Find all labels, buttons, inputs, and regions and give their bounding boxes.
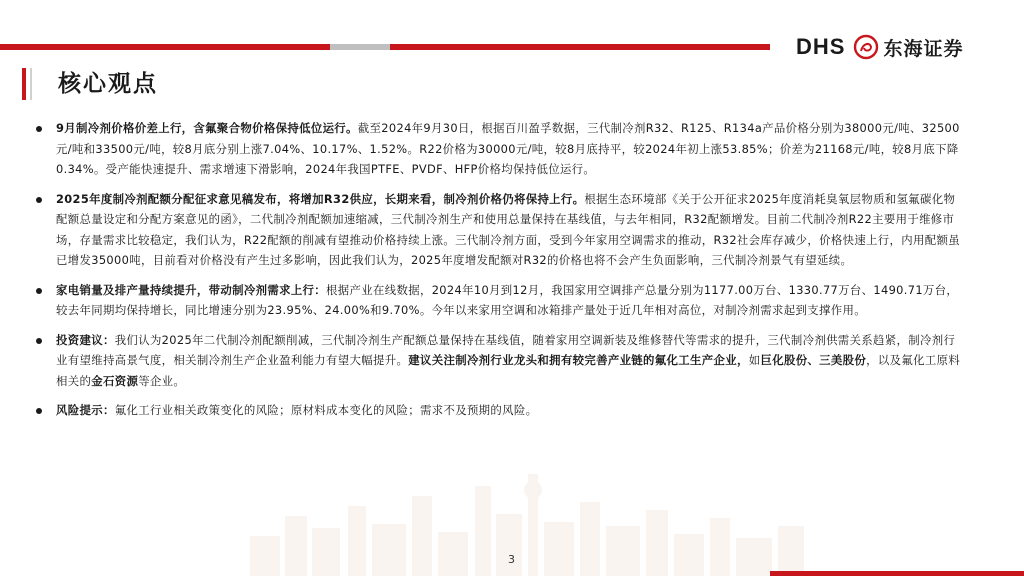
list-item [36,400,966,421]
bullet-icon [36,338,42,344]
footer-stripe [770,571,1024,576]
bullet-text: 根据生态环境部《关于公开征求2025年度消耗臭氧层物质和氢氟碳化物配额总量设定和分配方案意见的函》，二代制冷剂配额加速缩减，三代制冷剂生产和使用总量保持在基线值，与去年相同，R32配额增发。目前二代制冷剂R22主要用于维修市场，存量需求比较稳定，我们认为，R22配额的削减有望推动价格持续上涨。三代制冷剂方面，受到今年家用空调需求的推动，R32社会库存减少，价格快速上行，内用配额虽已增发35000吨，目前看对价格没有产生过多影响，因此我们认为，2025年度增发配额对R32的价格也将不会产生负面影响，三代制冷剂景气有望延续。 [56,191,960,267]
company-name: 金石资源 [91,373,139,388]
bullet-heading: 风险提示： [56,403,115,417]
bullet-heading: 2025年度制冷剂配额分配征求意见稿发布，将增加R32供应，长期来看，制冷剂价格仍将保持上行。 [56,191,585,206]
key-points-list [36,118,966,430]
list-item [36,280,966,321]
stripe-segment-red [0,44,330,50]
title-accent-bar [22,68,26,100]
bullet-heading: 投资建议： [56,332,115,347]
bullet-heading: 9月制冷剂价格价差上行，含氟聚合物价格保持低位运行。 [56,121,358,135]
bullet-icon [36,288,42,294]
bullet-text: 截至2024年9月30日，根据百川盈孚数据，三代制冷剂R32、R125、R134a产品价格分别为38000元/吨、32500元/吨和33500元/吨，较8月底分别上涨7.04%、10.17%、1.52%。R22价格为30000元/吨，较8月底持平，较2024年初上涨53.85%；价差为21168元/吨，较8月底下降0.34%。受产能快速提升、需求增速下滑影响，2024年我国PTFE、PVDF、HFP价格均保持低位运行。 [56,121,960,176]
dragon-emblem-icon [853,34,879,60]
bullet-heading: 家电销量及排产量持续提升，带动制冷剂需求上行： [56,282,327,297]
list-item [36,189,966,271]
page-number: 3 [508,553,515,566]
page-title: 核心观点 [58,71,158,97]
list-item [36,118,966,180]
bullet-text: 我们认为2025年二代制冷剂配额削减，三代制冷剂生产配额总量保持在基线值，随着家用空调新装及维修替代等需求的提升，三代制冷剂供需关系趋紧，制冷剂行业有望维持高景气度，相关制冷剂生产企业盈利能力有望大幅提升。 [56,332,956,367]
bullet-text: 如 [748,353,761,367]
header-stripe [0,44,770,50]
bullet-text: 等企业。 [138,373,186,388]
bullet-icon [36,197,42,203]
company-logo [796,32,963,62]
bullet-text: ，以及氟化工原料相关的 [56,353,961,388]
bullet-icon [36,126,42,132]
recommendation-text: 建议关注制冷剂行业龙头和拥有较完善产业链的氟化工生产企业， [408,353,749,367]
city-skyline-watermark [230,466,830,576]
stripe-segment-gray [330,44,390,50]
logo-latin-text: DHS [796,34,846,59]
title-accent-bar-secondary [30,68,32,100]
stripe-segment-red [390,44,770,50]
bullet-text: 氟化工行业相关政策变化的风险；原材料成本变化的风险；需求不及预期的风险。 [114,403,538,417]
list-item [36,330,966,392]
bullet-text: 根据产业在线数据，2024年10月到12月，我国家用空调排产总量分别为1177.00万台、1330.77万台、1490.71万台，较去年同期均保持增长，同比增速分别为23.95%、24.00%和9.70%。今年以来家用空调和冰箱排产量处于近几年相对高位，对制冷剂需求起到支撑作用。 [56,282,959,317]
bullet-icon [36,408,42,414]
logo-chinese-text: 东海证券 [883,37,964,60]
company-names: 巨化股份、三美股份 [760,353,867,367]
